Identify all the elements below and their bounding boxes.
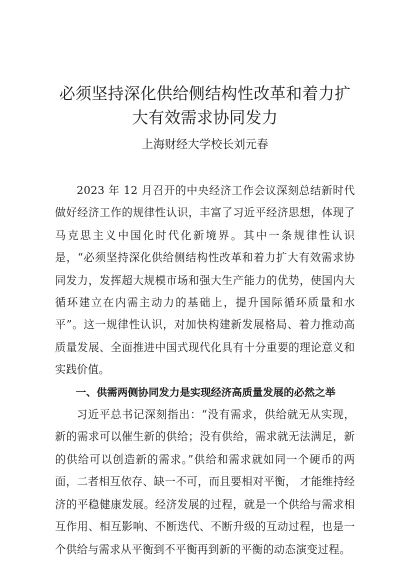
section-paragraph: 习近平总书记深刻指出：“没有需求，供给就无从实现，新的需求可以催生新的供给；没有供给，需求就无法满足，新的供给可以创造新的需求。”供给和需求就如同一个硬币的两面，二者相互依存、缺一不可，而且要相对平衡， 才能维持经济的平稳健康发展。经济发展的过程，就是一个供给与需求相互作用、相互影响、不断迭代、不断升级的互动过程，也是一个供给与需求从平衡到不平衡再到新的平衡的动态演变过程。 (55, 408, 355, 556)
document-title: 必须坚持深化供给侧结构性改革和着力扩大有效需求协同发力 (59, 84, 351, 127)
intro-paragraph: 2023 年 12 月召开的中央经济工作会议深刻总结新时代做好经济工作的规律性认识，丰富了习近平经济思想，体现了马克思主义中国化时代化新境界。其中一条规律性认识是，“必须坚持深化供给侧结构性改革和着力扩大有效需求协同发力，发挥超大规模市场和强大生产能力的优势，使国内大循环建立在内需主动力的基础上，提升国际循环质量和水平”。这一规律性认识，对加快构建新发展格局、着力推动高质量发展、全面推进中国式现代化具有十分重要的理论意义和实践价值。 (55, 184, 355, 377)
section-heading: 一、供需两侧协同发力是实现经济高质量发展的必然之举 (75, 386, 336, 399)
author-line: 上海财经大学校长刘元春 (141, 137, 269, 151)
document-body (55, 180, 355, 561)
